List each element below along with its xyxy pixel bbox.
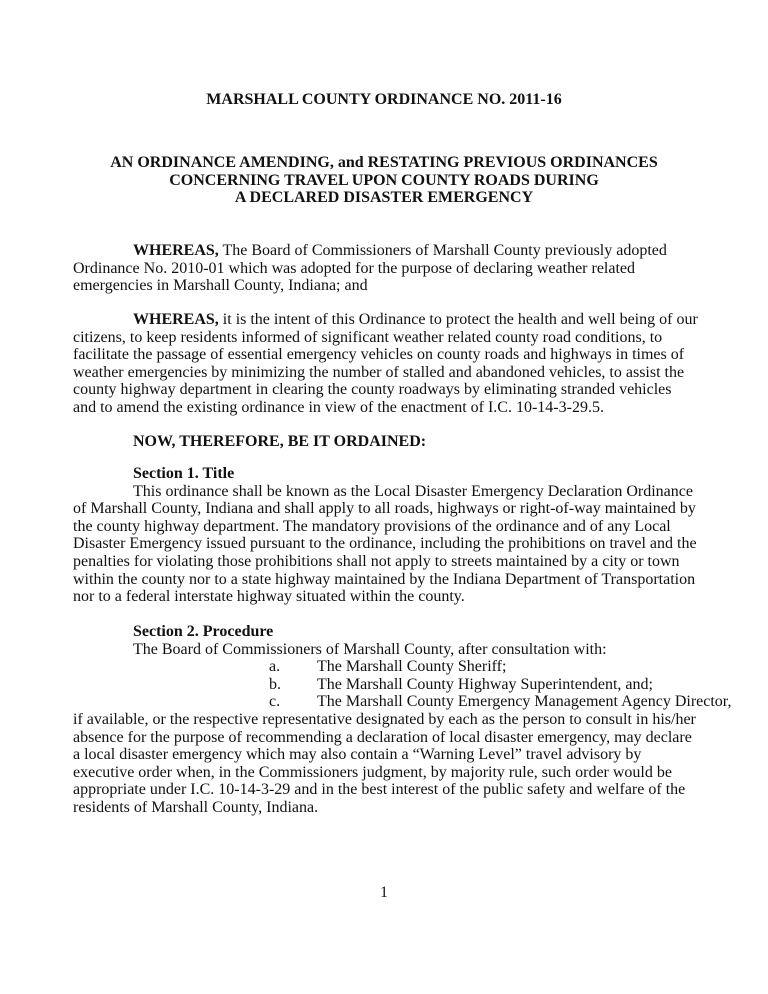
paragraph-line: [73, 329, 713, 347]
paragraph-line: [73, 381, 713, 399]
section-1: [73, 465, 713, 606]
line-text: facilitate the passage of essential emergency vehicles on county roads and highways in times of: [73, 346, 685, 364]
line-text: it is the intent of this Ordinance to protect the health and well being of our: [218, 311, 698, 328]
list-item-text: The Marshall County Emergency Management Agency Director,: [317, 693, 732, 711]
paragraph-line: executive order when, in the Commissioners judgment, by majority rule, such order would be: [73, 763, 672, 781]
paragraph-line: [73, 277, 713, 295]
paragraph-line: of Marshall County, Indiana and shall apply to all roads, highways or right-of-way maintained by: [73, 500, 696, 518]
section-1-heading: Section 1. Title: [133, 465, 235, 482]
list-item: [73, 658, 713, 676]
ordinance-title: [0, 91, 768, 109]
title-text: MARSHALL COUNTY ORDINANCE NO. 2011-16: [206, 91, 562, 108]
paragraph-line: the county highway department. The mandatory provisions of the ordinance and of any Local: [73, 517, 671, 535]
section-2: [73, 623, 732, 817]
whereas-paragraph-1: [73, 242, 713, 295]
list-item-label: a.: [269, 658, 281, 676]
paragraph-line: within the county nor to a state highway maintained by the Indiana Department of Transportation: [73, 570, 696, 588]
paragraph-line: nor to a federal interstate highway situated within the county.: [73, 588, 465, 606]
list-item: [73, 676, 713, 694]
list-item-text: The Marshall County Highway Superintendent, and;: [317, 675, 653, 693]
paragraph-line: [73, 346, 713, 364]
whereas-paragraph-2: [73, 311, 713, 417]
subtitle-line: AN ORDINANCE AMENDING, and RESTATING PREVIOUS ORDINANCES: [110, 154, 658, 171]
subtitle-line: A DECLARED DISASTER EMERGENCY: [234, 189, 534, 207]
whereas-lead: WHEREAS,: [133, 242, 219, 259]
ordained-heading: [73, 433, 768, 451]
whereas-lead: WHEREAS,: [133, 311, 219, 328]
paragraph-line: appropriate under I.C. 10-14-3-29 and in the best interest of the public safety and welfare of the: [73, 781, 686, 799]
paragraph-line: a local disaster emergency which may also contain a “Warning Level” travel advisory by: [73, 746, 642, 764]
paragraph-line: if available, or the respective representative designated by each as the person to consult in his/her: [73, 710, 696, 728]
paragraph-line: [73, 242, 713, 260]
line-text: citizens, to keep residents informed of significant weather related county road conditions, to: [73, 328, 663, 346]
subtitle-line: CONCERNING TRAVEL UPON COUNTY ROADS DURING: [169, 171, 599, 189]
list-item-label: b.: [269, 675, 281, 693]
ordinance-subtitle: [0, 154, 768, 207]
list-item: [73, 693, 732, 711]
paragraph-line: penalties for violating those prohibitions shall not apply to streets maintained by a city or town: [73, 552, 680, 570]
line-text: The Board of Commissioners of Marshall County previously adopted: [218, 242, 667, 259]
line-text: emergencies in Marshall County, Indiana; and: [73, 277, 368, 295]
page-number: 1: [380, 884, 388, 901]
list-item-label: c.: [269, 693, 281, 711]
section-2-heading: Section 2. Procedure: [133, 623, 274, 640]
paragraph-line: This ordinance shall be known as the Local Disaster Emergency Declaration Ordinance: [133, 482, 693, 500]
list-item-text: The Marshall County Sheriff;: [317, 658, 507, 676]
paragraph-line: absence for the purpose of recommending a declaration of local disaster emergency, may declare: [73, 728, 692, 746]
paragraph-line: Disaster Emergency issued pursuant to the ordinance, including the prohibitions on travel and the: [73, 535, 697, 553]
paragraph-line: [73, 311, 713, 329]
ordained-text: NOW, THEREFORE, BE IT ORDAINED:: [133, 433, 427, 450]
line-text: weather emergencies by minimizing the number of stalled and abandoned vehicles, to assist the: [73, 363, 685, 381]
line-text: Ordinance No. 2010-01 which was adopted for the purpose of declaring weather related: [73, 259, 636, 277]
section-2-intro: The Board of Commissioners of Marshall County, after consultation with:: [133, 640, 607, 658]
paragraph-line: [73, 260, 713, 278]
line-text: county highway department in clearing the county roadways by eliminating stranded vehicles: [73, 381, 672, 399]
paragraph-line: [73, 399, 713, 417]
paragraph-line: residents of Marshall County, Indiana.: [73, 798, 319, 816]
line-text: and to amend the existing ordinance in view of the enactment of I.C. 10-14-3-29.5.: [73, 398, 604, 416]
paragraph-line: [73, 364, 713, 382]
